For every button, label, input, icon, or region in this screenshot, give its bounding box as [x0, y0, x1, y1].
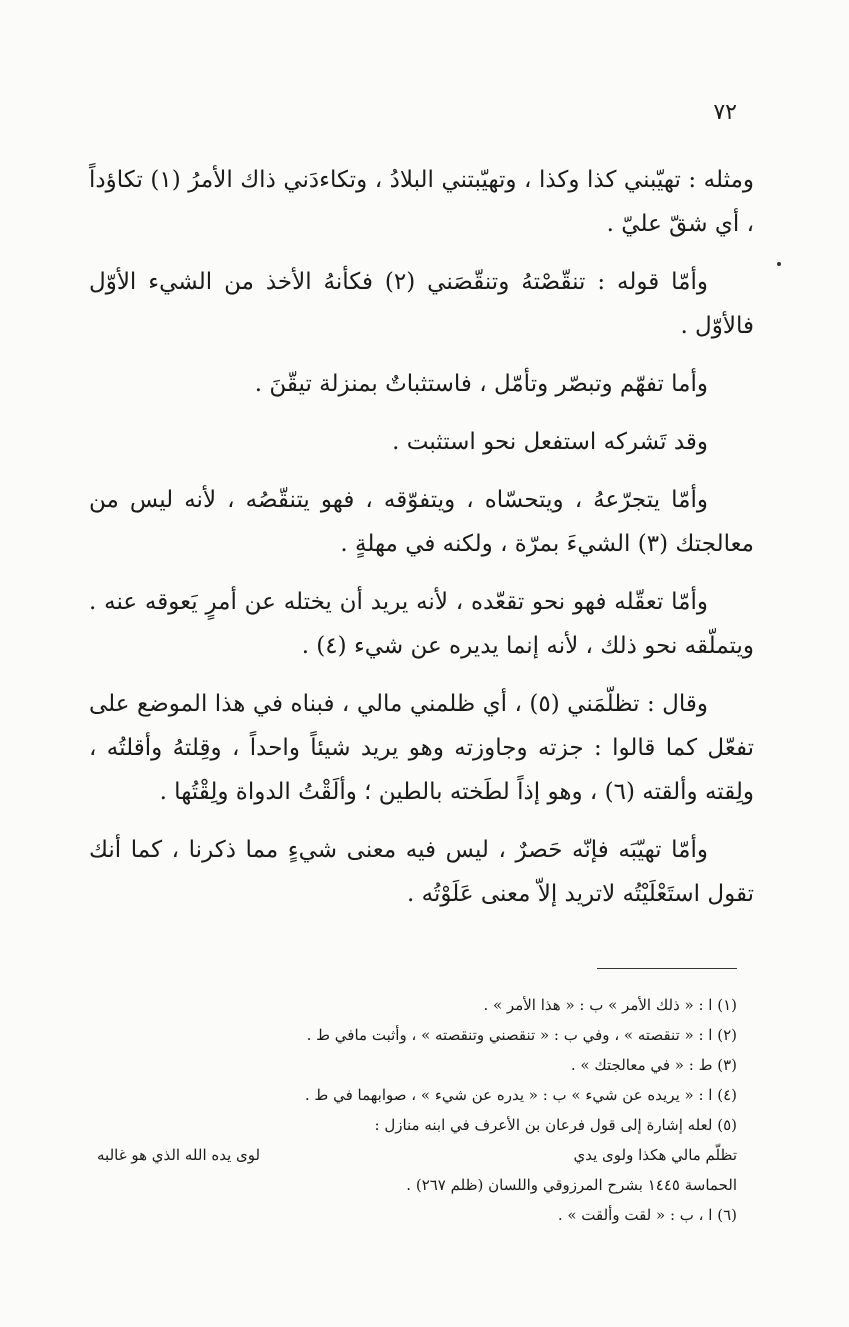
margin-mark: [777, 262, 781, 266]
page-number: ٧٢: [713, 100, 737, 125]
paragraph-8: وأمّا تهيّبَه فإنّه حَصرٌ ، ليس فيه معنى شيءٍ مما ذكرنا ، كما أنك تقول استَعْلَيْتُه لاتريد إلاّ معنى عَلَوْتُه .: [89, 837, 754, 907]
paragraph-1: ومثله : تهيّبني كذا وكذا ، وتهيّبتني البلادُ ، وتكاءدَني ذاك الأمرُ (١) تكاؤداً ، أي شقّ عليّ .: [89, 167, 754, 237]
paragraph-7: وقال : تظلّمَني (٥) ، أي ظلمني مالي ، فبناه في هذا الموضع على تفعّل كما قالوا : جزته وجاوزته وهو يريد شيئاً واحداً ، وقِلتهُ وأقلتُه ، ولِقته وألقته (٦) ، وهو إذاً لطَخته بالطين ؛ وألَقْتُ الدواة ولِقْتُها .: [89, 691, 754, 805]
verse-second-hemistich: لوى يده الله الذي هو غالبه: [97, 1146, 261, 1164]
main-text: [89, 158, 754, 930]
footnote-1: (١) ا : « ذلك الأمر » ب : « هذا الأمر » .: [483, 996, 737, 1014]
footnote-5: (٥) لعله إشارة إلى قول فرعان بن الأعرف في ابنه منازل :: [374, 1116, 737, 1134]
paragraph-2: وأمّا قوله : تنقّصْتهُ وتنقّصَني (٢) فكأنهُ الأخذ من الشيء الأوّل فالأوّل .: [89, 269, 754, 339]
footnote-3: (٣) ط : « في معالجتك » .: [570, 1056, 737, 1074]
paragraph-4: وقد تَشركه استفعل نحو استثبت .: [392, 429, 708, 455]
footnote-5-source: الحماسة ١٤٤٥ بشرح المرزوقي واللسان (ظلم ٢٦٧) .: [406, 1176, 737, 1194]
paragraph-5: وأمّا يتجرّعهُ ، ويتحسّاه ، ويتفوّقه ، فهو يتنقّصُه ، لأنه ليس من معالجتك (٣) الشيءَ بمرّة ، ولكنه في مهلةٍ .: [89, 487, 754, 557]
footnotes: [97, 990, 737, 1230]
footnote-verse: [97, 1140, 737, 1170]
verse-first-hemistich: تظلّم مالي هكذا ولوى يدي: [573, 1146, 737, 1164]
footnote-divider: [597, 968, 737, 969]
footnote-2: (٢) ا : « تنقصته » ، وفي ب : « تنقصني وتنقصته » ، وأثبت مافي ط .: [306, 1026, 737, 1044]
footnote-6: (٦) ا ، ب : « لقت وألقت » .: [557, 1206, 737, 1224]
footnote-4: (٤) ا : « يريده عن شيء » ب : « يدره عن شيء » ، صوابهما في ط .: [304, 1086, 737, 1104]
paragraph-3: وأما تفهّم وتبصّر وتأمّل ، فاستثباتٌ بمنزلة تيقّنَ .: [254, 371, 708, 397]
paragraph-6: وأمّا تعقّله فهو نحو تقعّده ، لأنه يريد أن يختله عن أمرٍ يَعوقه عنه . ويتملّقه نحو ذلك ، لأنه إنما يديره عن شيء (٤) .: [89, 589, 754, 659]
